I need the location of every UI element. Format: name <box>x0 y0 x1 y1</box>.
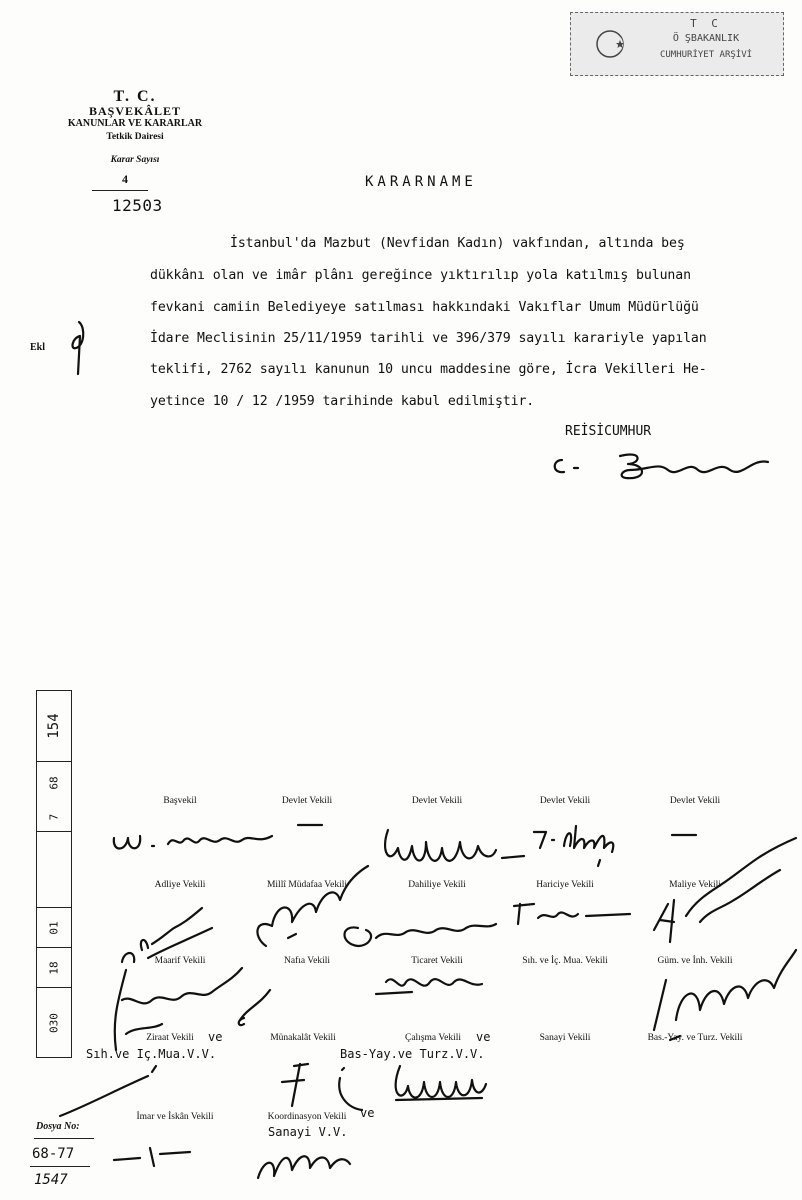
archive-ref-b: 68 <box>47 776 61 790</box>
archive-ref-c: 7 <box>47 813 61 820</box>
tc-heading: T. C. <box>113 88 157 105</box>
cabinet-label-devlet-3: Devlet Vekili <box>539 796 591 806</box>
stamp-line-3: CUMHURİYET ARŞİVİ <box>659 50 753 60</box>
sub-department: Tetkik Dairesi <box>106 132 164 142</box>
cabinet-label-ziraat: Ziraat Vekili <box>146 1033 194 1043</box>
cabinet-label-dahiliye: Dahiliye Vekili <box>408 880 466 890</box>
cabinet-label-devlet-4: Devlet Vekili <box>669 796 721 806</box>
signature-imar <box>110 1140 200 1170</box>
cabinet-label-maarif: Maarif Vekili <box>154 956 206 966</box>
signature-hariciye <box>506 894 636 934</box>
archive-ref-d: 01 <box>47 921 61 935</box>
archive-ref-cell-3 <box>37 831 71 908</box>
body-line-5: teklifi, 2762 sayılı kanunun 10 uncu maddesine göre, İcra Vekilleri He- <box>150 362 707 377</box>
cabinet-label-calisma: Çalışma Vekili <box>404 1033 462 1043</box>
file-number-1: 68-77 <box>32 1146 75 1162</box>
signature-calisma <box>386 1056 496 1106</box>
handwritten-decision-number: 12503 <box>112 196 163 215</box>
cabinet-label-sanayi: Sanayi Vekili <box>539 1033 591 1043</box>
file-number-2: 1547 <box>34 1172 68 1188</box>
signature-devlet-3 <box>530 818 640 868</box>
archive-stamp <box>570 12 784 76</box>
body-line-6: yetince 10 / 12 /1959 tarihinde kabul edilmiştir. <box>150 394 535 409</box>
archive-ref-cell-1 <box>37 691 71 761</box>
typed-note-basin-acting: Bas-Yay.ve Turz.V.V. <box>340 1047 485 1061</box>
signature-basvekil <box>108 818 278 858</box>
archive-ref-cell-5 <box>37 947 71 988</box>
body-line-3: fevkani camiin Belediyeye satılması hakkındaki Vakıflar Umum Müdürlüğü <box>150 300 699 315</box>
body-line-1: İstanbul'da Mazbut (Nevfidan Kadın) vakfından, altında beş <box>230 236 685 251</box>
document-title: KARARNAME <box>365 174 477 190</box>
decision-number: 4 <box>122 172 128 186</box>
stamp-line-1: T C <box>690 17 722 30</box>
archive-ref-cell-2 <box>37 761 71 832</box>
signature-ziraat <box>56 1060 176 1120</box>
archive-ref-cell-6 <box>37 987 71 1058</box>
decision-number-label: Karar Sayısı <box>110 155 160 165</box>
typed-note-sihhiye-acting: Sıh.ve Iç.Mua.V.V. <box>86 1047 217 1061</box>
archive-ref-f: 030 <box>47 1013 61 1033</box>
signature-koordinasyon <box>250 1128 370 1188</box>
file-number-label: Dosya No: <box>36 1121 80 1132</box>
typed-note-ve-3: ve <box>360 1106 375 1120</box>
cabinet-label-basin-yayin: Bas.-Yay. ve Turz. Vekili <box>647 1033 743 1043</box>
signature-devlet-2 <box>378 822 528 874</box>
president-signature <box>548 448 778 488</box>
cabinet-label-devlet-2: Devlet Vekili <box>411 796 463 806</box>
cabinet-label-sihhiye: Sıh. ve İç. Mua. Vekili <box>522 956 608 966</box>
crescent-star-emblem-icon <box>593 27 629 61</box>
archive-ref-cell-4 <box>37 907 71 948</box>
cabinet-label-gumruk: Güm. ve İnh. Vekili <box>657 956 733 966</box>
cabinet-label-nafia: Nafıa Vekili <box>284 956 330 966</box>
cabinet-label-maliye: Maliye Vekili <box>669 880 721 890</box>
cabinet-label-imar: İmar ve İskân Vekili <box>136 1112 214 1122</box>
body-line-4: İdare Meclisinin 25/11/1959 tarihli ve 396/379 sayılı karariyle yapılan <box>150 331 707 346</box>
signature-nafia <box>230 960 310 1040</box>
cabinet-label-milli-mudafaa: Millî Müdafaa Vekili <box>266 880 348 890</box>
decision-number-rule <box>92 190 148 191</box>
cabinet-label-ticaret: Ticaret Vekili <box>411 956 463 966</box>
body-line-2: dükkânı olan ve imâr plânı gereğince yıktırılıp yola katılmış bulunan <box>150 268 691 283</box>
ministry-heading: BAŞVEKÂLET <box>88 104 182 118</box>
attachments-mark <box>64 318 94 378</box>
signature-maliye <box>630 830 800 950</box>
typed-note-ve-1: ve <box>208 1030 223 1044</box>
archive-ref-e: 18 <box>47 961 61 975</box>
archive-ref-a: 154 <box>46 713 62 739</box>
typed-note-ve-2: ve <box>476 1030 491 1044</box>
cabinet-label-adliye: Adliye Vekili <box>154 880 206 890</box>
president-title: REİSİCUMHUR <box>565 424 652 439</box>
archive-reference-box <box>36 690 72 1058</box>
typed-note-sanayi-acting: Sanayi V.V. <box>268 1125 348 1139</box>
department-heading: KANUNLAR VE KARARLAR <box>67 118 203 129</box>
signature-devlet-1 <box>296 820 326 830</box>
cabinet-label-basvekil: Başvekil <box>163 796 197 806</box>
cabinet-label-munakalat: Münakalât Vekili <box>270 1033 336 1043</box>
file-number-separator <box>30 1166 90 1167</box>
cabinet-label-devlet-1: Devlet Vekili <box>281 796 333 806</box>
attachments-label: Ekl <box>30 342 46 353</box>
cabinet-label-koordinasyon: Koordinasyon Vekili <box>267 1112 347 1122</box>
file-number-rule <box>34 1138 94 1139</box>
cabinet-label-hariciye: Hariciye Vekili <box>536 880 594 890</box>
signature-dahiliye <box>336 898 516 956</box>
signature-ticaret <box>372 964 492 1004</box>
stamp-line-2: Ö ŞBAKANLIK <box>672 33 740 44</box>
